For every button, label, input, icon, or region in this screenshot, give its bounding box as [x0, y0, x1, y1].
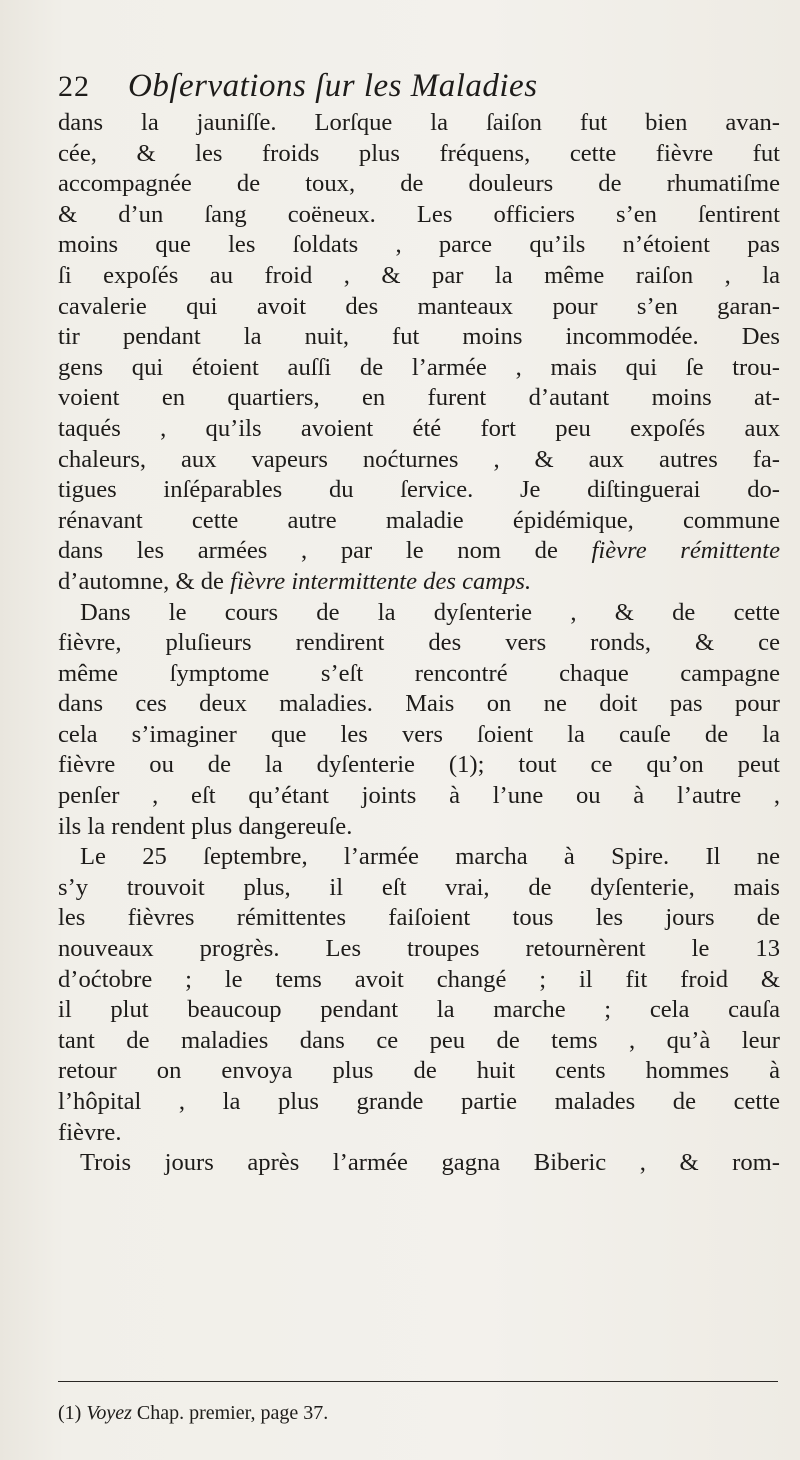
- footnote-see: Voyez: [86, 1402, 132, 1424]
- text-line: penſer , eſt qu’étant joints à l’une ou à l’autre ,: [58, 782, 780, 810]
- text-line: taqués , qu’ils avoient été fort peu expoſés aux: [58, 414, 780, 442]
- page-number: 22: [58, 70, 90, 103]
- text-line-mixed: [58, 536, 780, 567]
- text-line: dans ces deux maladies. Mais on ne doit pas pour: [58, 690, 780, 718]
- body-text: [58, 108, 780, 1179]
- text-line: Trois jours après l’armée gagna Biberic , & rom-: [80, 1149, 780, 1177]
- text-line: voient en quartiers, en furent d’autant moins at-: [58, 384, 780, 412]
- text-line: chaleurs, aux vapeurs noćturnes , & aux autres fa-: [58, 445, 780, 473]
- text-line: même ſymptome s’eſt rencontré chaque campagne: [58, 659, 780, 687]
- text-line: accompagnée de toux, de douleurs de rhumatiſme: [58, 170, 780, 198]
- text-line: tant de maladies dans ce peu de tems , qu’à leur: [58, 1026, 780, 1054]
- text-line: d’oćtobre ; le tems avoit changé ; il fit froid &: [58, 965, 780, 993]
- text-line: retour on envoya plus de huit cents hommes à: [58, 1057, 780, 1085]
- italic-term: fièvre rémittente: [591, 537, 780, 565]
- text-run: dans les armées , par le nom de: [58, 537, 558, 565]
- text-line: fièvre, pluſieurs rendirent des vers ronds, & ce: [58, 629, 780, 657]
- text-line: tir pendant la nuit, fut moins incommodée. Des: [58, 323, 780, 351]
- text-line: il plut beaucoup pendant la marche ; cela cauſa: [58, 996, 780, 1024]
- text-line: l’hôpital , la plus grande partie malades de cette: [58, 1088, 780, 1115]
- footnote-marker: (1): [58, 1402, 82, 1424]
- text-line: gens qui étoient auſſi de l’armée , mais qui ſe trou-: [58, 353, 780, 381]
- text-line: Le 25 ſeptembre, l’armée marcha à Spire. Il ne: [80, 843, 780, 871]
- text-run: d’automne, & de: [58, 567, 224, 595]
- text-line: fièvre ou de la dyſenterie (1); tout ce qu’on peut: [58, 751, 780, 779]
- text-line: cée, & les froids plus fréquens, cette fièvre fut: [58, 139, 780, 167]
- text-line: ſi expoſés au froid , & par la même raiſon , la: [58, 261, 780, 289]
- text-line: cavalerie qui avoit des manteaux pour s’en garan-: [58, 292, 780, 320]
- footnote: [58, 1402, 328, 1425]
- text-line: ils la rendent plus dangereuſe.: [58, 812, 353, 840]
- italic-term: fièvre intermittente des camps.: [230, 567, 532, 595]
- text-line: fièvre.: [58, 1118, 122, 1146]
- page-header: [58, 68, 778, 104]
- text-line: rénavant cette autre maladie épidémique, commune: [58, 506, 780, 534]
- text-line: moins que les ſoldats , parce qu’ils n’étoient pas: [58, 231, 780, 259]
- running-title: Obſervations ſur les Maladies: [128, 68, 538, 104]
- text-line-mixed: [58, 567, 780, 598]
- text-line: & d’un ſang coëneux. Les officiers s’en ſentirent: [58, 200, 780, 228]
- text-line: cela s’imaginer que les vers ſoient la cauſe de la: [58, 720, 780, 748]
- text-line: tigues inſéparables du ſervice. Je diſtinguerai do-: [58, 476, 780, 504]
- text-line: nouveaux progrès. Les troupes retournèrent le 13: [58, 935, 780, 963]
- text-line: s’y trouvoit plus, il eſt vrai, de dyſenterie, mais: [58, 873, 780, 901]
- text-line: les fièvres rémittentes faiſoient tous les jours de: [58, 904, 780, 932]
- footnote-divider: [58, 1381, 778, 1382]
- footnote-reference: Chap. premier, page 37.: [136, 1402, 329, 1424]
- text-line: dans la jauniſſe. Lorſque la ſaiſon fut bien avan-: [58, 109, 780, 136]
- text-line: Dans le cours de la dyſenterie , & de cette: [80, 598, 780, 626]
